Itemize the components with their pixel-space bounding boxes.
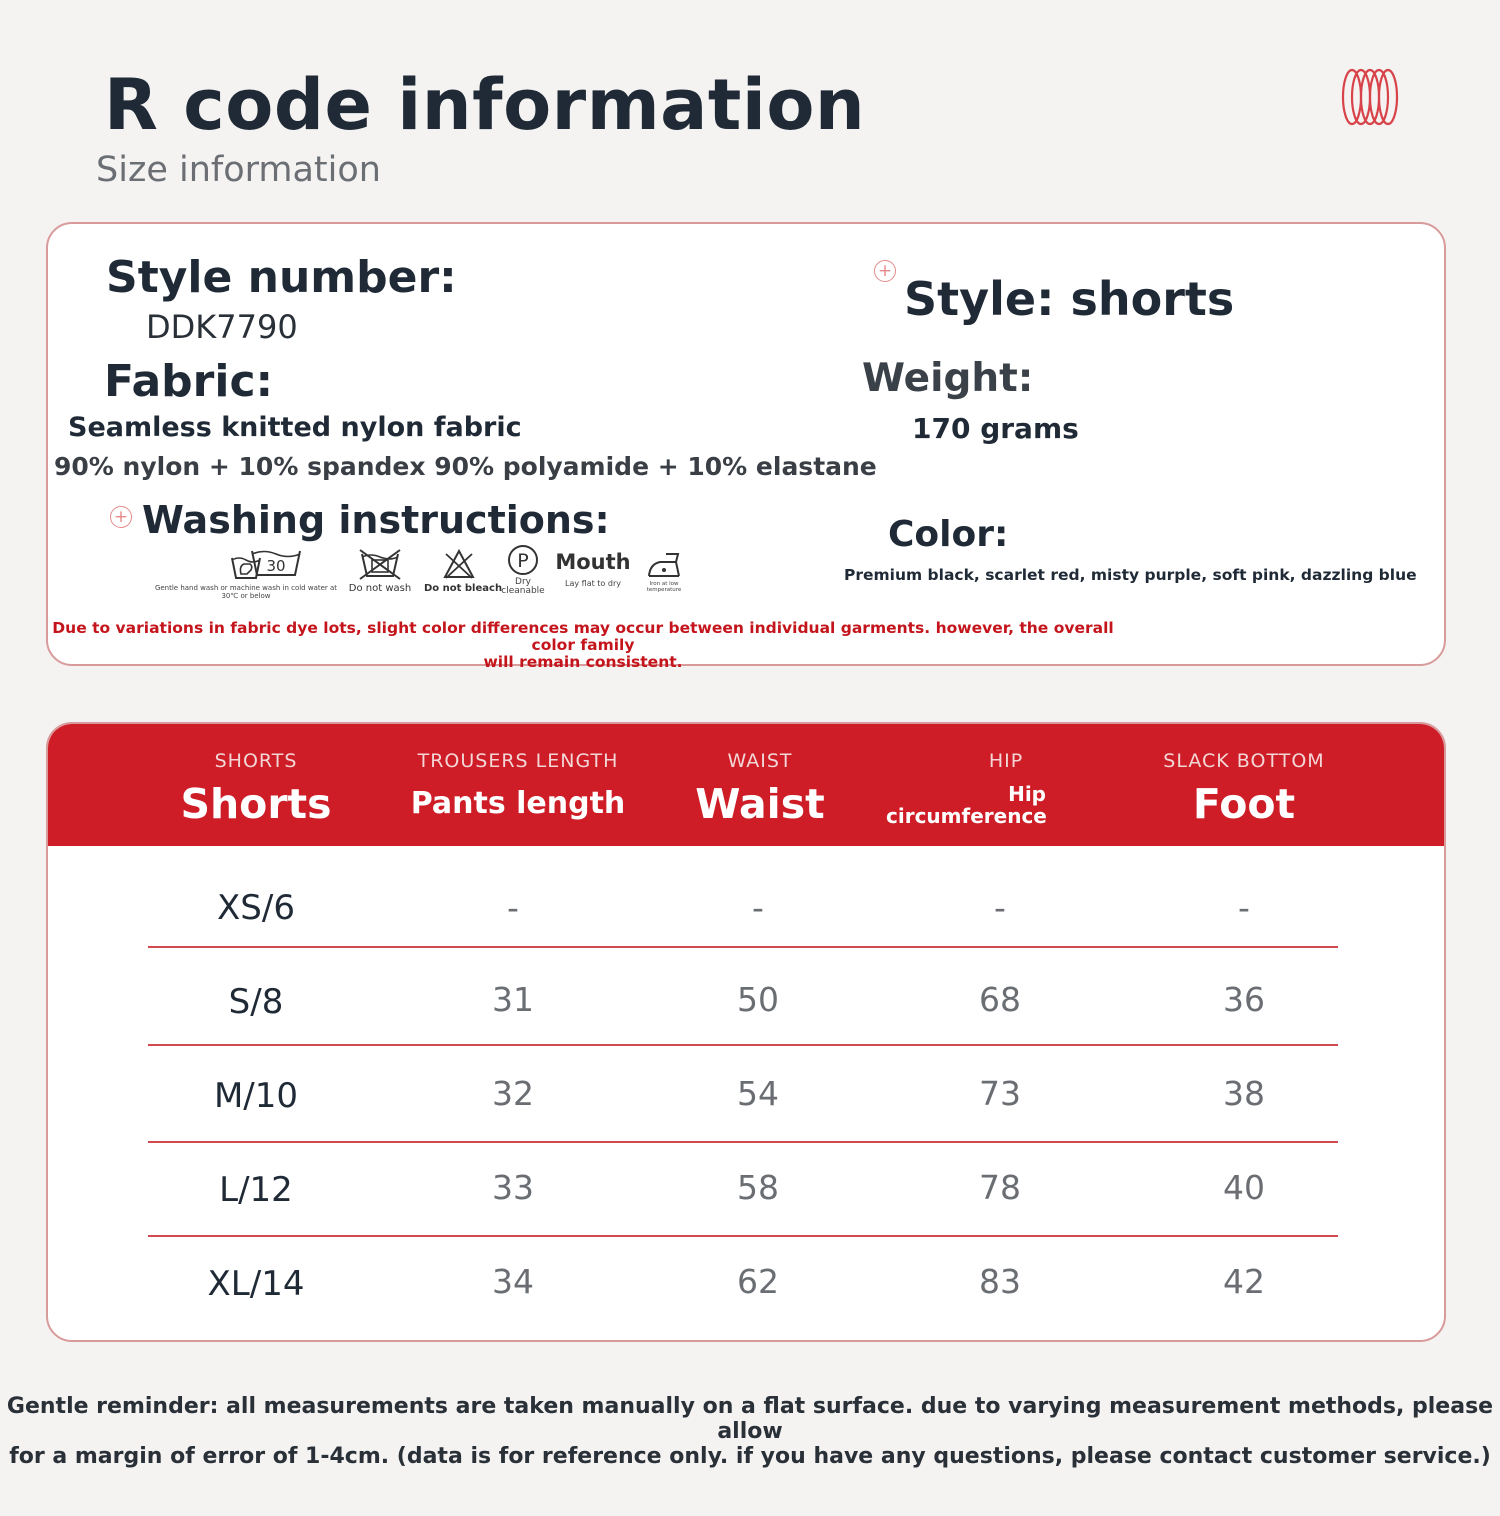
do-not-bleach-icon [424, 548, 503, 594]
lay-flat-label: Mouth [555, 550, 631, 574]
waist-cell: 50 [737, 980, 779, 1019]
product-info-card [46, 222, 1446, 671]
dry-clean-caption: Dry cleanable [501, 577, 545, 596]
waist-cell: 58 [737, 1168, 779, 1207]
column-header-hip [886, 724, 1126, 846]
table-header [48, 724, 1444, 846]
reminder-line-1: Gentle reminder: all measurements are taken manually on a flat surface. due to varying measurement methods, please allow [6, 1394, 1494, 1444]
column-header-pants-length [393, 724, 643, 846]
column-header-shorts [136, 724, 376, 846]
svg-text:P: P [517, 550, 529, 572]
column-header-en: SLACK BOTTOM [1163, 750, 1325, 772]
foot-cell: 36 [1223, 980, 1265, 1019]
waist-cell: 54 [737, 1074, 779, 1113]
size-cell: XL/14 [207, 1264, 305, 1304]
column-header-en: SHORTS [214, 750, 298, 772]
style-number-label: Style number: [106, 252, 457, 303]
svg-text:30: 30 [266, 557, 286, 575]
weight-label: Weight: [862, 356, 1034, 401]
do-not-wash-icon [344, 548, 416, 594]
size-table [46, 722, 1446, 1342]
column-header-label: Hip [1008, 782, 1046, 806]
hip-cell: 68 [979, 980, 1021, 1019]
row-divider [148, 946, 1338, 948]
column-header-label: Pants length [410, 786, 626, 821]
hip-cell: 78 [979, 1168, 1021, 1207]
pants-length-cell: - [507, 888, 519, 927]
pants-length-cell: 33 [492, 1168, 534, 1207]
lay-flat-caption: Lay flat to dry [565, 579, 621, 588]
page-subtitle: Size information [96, 150, 381, 190]
plus-circle-icon: + [110, 506, 132, 528]
foot-cell: 40 [1223, 1168, 1265, 1207]
pants-length-cell: 31 [492, 980, 534, 1019]
column-header-label: Waist [695, 780, 825, 828]
foot-cell: 38 [1223, 1074, 1265, 1113]
dry-clean-icon [498, 544, 548, 596]
brand-rings-logo [1338, 66, 1402, 128]
weight-value: 170 grams [912, 412, 1079, 445]
style-number-value: DDK7790 [146, 308, 298, 346]
pants-length-cell: 34 [492, 1262, 534, 1301]
washing-instructions-label: Washing instructions: [142, 498, 610, 542]
foot-cell: - [1238, 888, 1250, 927]
plus-circle-icon: + [874, 260, 896, 282]
column-header-label: Shorts [180, 780, 332, 828]
reminder-line-2: for a margin of error of 1-4cm. (data is for reference only. if you have any questions, please contact customer service.) [9, 1444, 1491, 1469]
pants-length-cell: 32 [492, 1074, 534, 1113]
iron-caption: Iron at low temperature [646, 581, 682, 593]
style-label: Style: shorts [904, 272, 1235, 326]
row-divider [148, 1235, 1338, 1237]
do-not-wash-caption: Do not wash [348, 583, 412, 594]
row-divider [148, 1044, 1338, 1046]
color-value: Premium black, scarlet red, misty purple, soft pink, dazzling blue [844, 566, 1417, 584]
size-cell: M/10 [213, 1076, 299, 1116]
size-cell: S/8 [228, 982, 284, 1022]
page-title: R code information [104, 64, 866, 146]
color-label: Color: [888, 514, 1009, 555]
size-cell: XS/6 [217, 888, 295, 928]
row-divider [148, 1141, 1338, 1143]
lay-flat-icon [548, 550, 638, 588]
column-header-foot [1124, 724, 1364, 846]
color-disclaimer [48, 620, 1118, 671]
column-header-waist [640, 724, 880, 846]
column-header-en: TROUSERS LENGTH [417, 750, 619, 772]
hip-cell: 83 [979, 1262, 1021, 1301]
hip-cell: 73 [979, 1074, 1021, 1113]
waist-cell: 62 [737, 1262, 779, 1301]
fabric-composition: 90% nylon + 10% spandex 90% polyamide + 10% elastane [54, 452, 877, 481]
column-header-label: Foot [1192, 780, 1296, 828]
hip-cell: - [994, 888, 1006, 927]
hand-wash-caption: Gentle hand wash or machine wash in cold water at 30℃ or below [154, 584, 338, 600]
size-cell: L/12 [219, 1170, 293, 1210]
disclaimer-line-2: will remain consistent. [483, 653, 683, 671]
fabric-name: Seamless knitted nylon fabric [68, 412, 522, 443]
iron-low-icon [642, 548, 686, 593]
do-not-bleach-caption: Do not bleach [424, 583, 503, 594]
disclaimer-line-1: Due to variations in fabric dye lots, slight color differences may occur between individual garments. however, the overall color family [52, 619, 1114, 654]
fabric-label: Fabric: [104, 356, 274, 407]
column-header-label: circumference [886, 804, 1047, 828]
foot-cell: 42 [1223, 1262, 1265, 1301]
wash-30-icon [246, 546, 306, 578]
waist-cell: - [752, 888, 764, 927]
column-header-en: WAIST [727, 750, 793, 772]
column-header-en: HIP [988, 750, 1024, 772]
measurement-reminder [0, 1394, 1500, 1469]
